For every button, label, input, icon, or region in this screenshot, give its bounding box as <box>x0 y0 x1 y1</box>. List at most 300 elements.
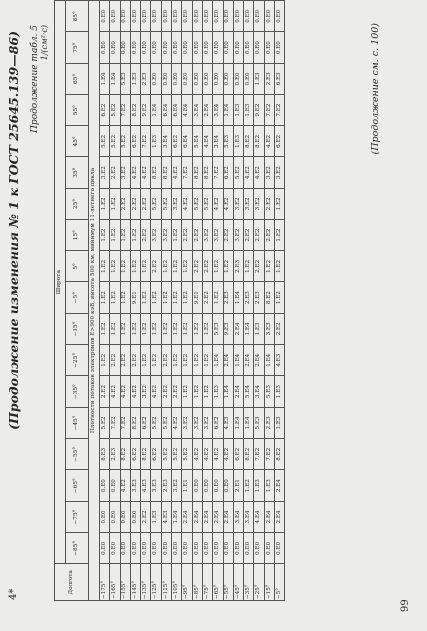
flux-value-cell: 0.E0 <box>223 1 233 32</box>
flux-value-cell: 0.E0 <box>141 32 151 63</box>
table-row <box>202 1 212 601</box>
flux-value-cell: 0.E0 <box>110 470 120 501</box>
flux-value-cell: 4.E2 <box>130 376 140 407</box>
flux-value-cell: 8.E2 <box>244 126 254 157</box>
flux-value-cell: 1.E4 <box>110 63 120 94</box>
flux-value-cell: 4.E3 <box>161 501 171 532</box>
flux-value-cell: 0.E0 <box>192 1 202 32</box>
flux-value-cell: 4.E2 <box>182 188 192 219</box>
flux-value-cell: 1.E3 <box>264 470 274 501</box>
flux-value-cell: 1.E2 <box>100 345 110 376</box>
flux-value-cell: 8.E2 <box>254 126 264 157</box>
flux-value-cell: 6.E3 <box>275 63 285 94</box>
flux-value-cell: 1.E3 <box>244 94 254 125</box>
flux-value-cell: 3.E2 <box>275 157 285 188</box>
flux-value-cell: 8.E2 <box>192 157 202 188</box>
flux-value-cell: 2.E2 <box>161 376 171 407</box>
flux-value-cell: 1.E4 <box>233 345 243 376</box>
flux-value-cell: 1.E2 <box>202 313 212 344</box>
flux-value-cell: 6.E4 <box>161 94 171 125</box>
flux-value-cell: 0.E0 <box>120 533 130 564</box>
table-row <box>151 1 161 601</box>
latitude-column-header: 5° <box>66 251 89 282</box>
flux-value-cell: 3.E2 <box>100 157 110 188</box>
flux-value-cell: 1.E4 <box>244 407 254 438</box>
flux-value-cell: 1.E2 <box>202 376 212 407</box>
flux-value-cell: 1.E3 <box>275 407 285 438</box>
flux-value-cell: 1.E2 <box>141 282 151 313</box>
flux-value-cell: 2.E2 <box>151 251 161 282</box>
continuation-footnote: (Продолжение см. с. 100) <box>370 23 381 155</box>
flux-value-cell: 5.E2 <box>151 188 161 219</box>
flux-value-cell: 5.E3 <box>213 313 223 344</box>
flux-value-cell: 9.E3 <box>223 313 233 344</box>
flux-value-cell: 3.E2 <box>172 188 182 219</box>
flux-value-cell: 1.E4 <box>100 63 110 94</box>
flux-value-cell: 4.E2 <box>110 376 120 407</box>
flux-value-cell: 0.E0 <box>151 63 161 94</box>
flux-value-cell: 0.E0 <box>100 1 110 32</box>
flux-value-cell: 0.E0 <box>172 1 182 32</box>
flux-value-cell: 1.E3 <box>213 376 223 407</box>
longitude-label: −175° <box>100 564 110 601</box>
flux-value-cell: 1.E2 <box>130 313 140 344</box>
flux-value-cell: 5.E4 <box>244 376 254 407</box>
flux-value-cell: 0.E0 <box>192 470 202 501</box>
flux-value-cell: 4.E3 <box>141 470 151 501</box>
flux-value-cell: 5.E2 <box>233 157 243 188</box>
flux-value-cell: 3.E2 <box>202 219 212 250</box>
flux-value-cell: 0.E0 <box>244 1 254 32</box>
longitude-label: −155° <box>120 564 130 601</box>
flux-value-cell: 3.E2 <box>264 157 274 188</box>
flux-value-cell: 1.E2 <box>161 282 171 313</box>
flux-value-cell: 5.E2 <box>161 439 171 470</box>
table-row <box>172 1 182 601</box>
flux-value-cell: 4.E4 <box>202 126 212 157</box>
flux-value-cell: 0.E0 <box>151 1 161 32</box>
flux-value-cell: 1.E2 <box>110 313 120 344</box>
flux-value-cell: 2.E3 <box>110 439 120 470</box>
flux-value-cell: 6.E2 <box>172 126 182 157</box>
flux-value-cell: 4.E2 <box>223 188 233 219</box>
latitude-column-header: −55° <box>66 439 89 470</box>
flux-value-cell: 1.E3 <box>275 376 285 407</box>
flux-value-cell: 2.E2 <box>141 188 151 219</box>
sheet-mark: 4* <box>8 588 19 600</box>
flux-value-cell: 1.E2 <box>213 251 223 282</box>
flux-value-cell: 2.E2 <box>110 345 120 376</box>
flux-value-cell: 8.E2 <box>275 439 285 470</box>
flux-value-cell: 6.E4 <box>172 94 182 125</box>
flux-value-cell: 0.E0 <box>254 32 264 63</box>
longitude-label: −85° <box>192 564 202 601</box>
flux-value-cell: 9.E2 <box>141 94 151 125</box>
flux-value-cell: 0.E0 <box>151 32 161 63</box>
latitude-column-header: 15° <box>66 219 89 250</box>
units-label: 1/(см²·с) <box>40 25 49 61</box>
flux-value-cell: 6.E2 <box>213 407 223 438</box>
flux-value-cell: 2.E2 <box>254 251 264 282</box>
flux-value-cell: 7.E2 <box>110 407 120 438</box>
flux-value-cell: 2.E4 <box>244 345 254 376</box>
flux-value-cell: 2.E2 <box>202 282 212 313</box>
flux-value-cell: 7.E2 <box>141 126 151 157</box>
flux-value-cell: 0.E0 <box>182 533 192 564</box>
flux-value-cell: 0.E0 <box>202 63 212 94</box>
flux-value-cell: 1.E1 <box>182 470 192 501</box>
flux-value-cell: 1.E2 <box>141 345 151 376</box>
flux-value-cell: 0.E0 <box>161 533 171 564</box>
flux-value-cell: 0.E0 <box>120 1 130 32</box>
flux-value-cell: 2.E2 <box>202 251 212 282</box>
flux-value-cell: 1.E3 <box>130 63 140 94</box>
flux-value-cell: 1.E2 <box>172 219 182 250</box>
flux-value-cell: 0.E0 <box>244 533 254 564</box>
flux-value-cell: 5.E2 <box>110 94 120 125</box>
flux-value-cell: 0.E0 <box>182 63 192 94</box>
flux-value-cell: 5.E2 <box>110 126 120 157</box>
flux-value-cell: 4.E2 <box>172 157 182 188</box>
flux-value-cell: 2.E2 <box>192 251 202 282</box>
flux-value-cell: 1.E4 <box>223 94 233 125</box>
table-row <box>233 1 243 601</box>
longitude-label: −105° <box>172 564 182 601</box>
longitude-label: −125° <box>151 564 161 601</box>
flux-value-cell: 4.E4 <box>254 501 264 532</box>
latitude-column-header: 35° <box>66 157 89 188</box>
flux-value-cell: 0.E0 <box>233 63 243 94</box>
flux-value-cell: 2.E4 <box>275 470 285 501</box>
flux-value-cell: 1.E2 <box>275 282 285 313</box>
flux-value-cell: 8.E2 <box>120 439 130 470</box>
latitude-column-header: −45° <box>66 407 89 438</box>
flux-value-cell: 4.E2 <box>213 188 223 219</box>
flux-value-cell: 2.E2 <box>223 219 233 250</box>
flux-value-cell: 6.E2 <box>130 439 140 470</box>
flux-value-cell: 7.E2 <box>120 407 130 438</box>
flux-value-cell: 1.E4 <box>264 345 274 376</box>
flux-value-cell: 0.E0 <box>110 32 120 63</box>
flux-value-cell: 2.E3 <box>264 407 274 438</box>
flux-value-cell: 1.E3 <box>233 94 243 125</box>
flux-value-cell: 0.E0 <box>110 533 120 564</box>
flux-value-cell: 4.E2 <box>264 126 274 157</box>
flux-value-cell: 0.E0 <box>172 533 182 564</box>
flux-value-cell: 0.E0 <box>130 533 140 564</box>
flux-value-cell: 2.E2 <box>110 157 120 188</box>
flux-value-cell: 9.E2 <box>254 94 264 125</box>
flux-value-cell: 2.E4 <box>182 501 192 532</box>
flux-value-cell: 2.E2 <box>254 219 264 250</box>
flux-value-cell: 1.E2 <box>130 219 140 250</box>
flux-value-cell: 0.E0 <box>110 501 120 532</box>
table-row <box>192 1 202 601</box>
flux-value-cell: 1.E2 <box>182 313 192 344</box>
latitude-column-header: 85° <box>66 1 89 32</box>
flux-value-cell: 1.E2 <box>275 251 285 282</box>
flux-value-cell: 1.E3 <box>233 126 243 157</box>
flux-value-cell: 1.E4 <box>244 313 254 344</box>
flux-value-cell: 0.E0 <box>213 1 223 32</box>
flux-value-cell: 1.E3 <box>254 313 264 344</box>
flux-value-cell: 0.E0 <box>233 1 243 32</box>
flux-value-cell: 0.E0 <box>233 533 243 564</box>
longitude-label: −45° <box>233 564 243 601</box>
flux-value-cell: 3.E2 <box>202 407 212 438</box>
table-row <box>120 1 130 601</box>
flux-value-cell: 1.E2 <box>264 251 274 282</box>
flux-value-cell: 0.E0 <box>264 533 274 564</box>
longitude-label: −145° <box>130 564 140 601</box>
flux-value-cell: 0.E0 <box>130 501 140 532</box>
flux-value-cell: 0.E0 <box>275 1 285 32</box>
flux-value-cell: 5.E2 <box>202 188 212 219</box>
table-note: Плотности потоков электронов E>900 кэВ, высота 500 км, минимум 11-летнего цикла <box>89 1 100 601</box>
flux-value-cell: 5.E2 <box>182 439 192 470</box>
page-number: 99 <box>400 599 411 612</box>
flux-value-cell: 8.E2 <box>130 94 140 125</box>
flux-value-cell: 2.E4 <box>192 501 202 532</box>
flux-value-cell: 9.E1 <box>130 282 140 313</box>
flux-value-cell: 0.E0 <box>233 32 243 63</box>
latitude-column-header: −35° <box>66 376 89 407</box>
flux-value-cell: 0.E0 <box>182 1 192 32</box>
longitude-label: −75° <box>202 564 212 601</box>
flux-value-cell: 0.E0 <box>223 32 233 63</box>
flux-value-cell: 4.E2 <box>192 439 202 470</box>
flux-value-cell: 0.E0 <box>275 32 285 63</box>
flux-value-cell: 7.E2 <box>264 94 274 125</box>
flux-value-cell: 0.E0 <box>120 32 130 63</box>
table-row <box>141 1 151 601</box>
flux-value-cell: 0.E0 <box>100 32 110 63</box>
longitude-label: −15° <box>264 564 274 601</box>
flux-value-cell: 0.E0 <box>161 1 171 32</box>
flux-value-cell: 3.E4 <box>254 376 264 407</box>
flux-value-cell: 8.E2 <box>130 407 140 438</box>
flux-value-cell: 0.E0 <box>202 533 212 564</box>
flux-value-cell: 3.E4 <box>213 94 223 125</box>
longitude-label: −115° <box>161 564 171 601</box>
latitude-column-header: 45° <box>66 126 89 157</box>
flux-value-cell: 0.E0 <box>275 533 285 564</box>
longitude-label: −55° <box>223 564 233 601</box>
flux-value-cell: 0.E0 <box>202 470 212 501</box>
flux-value-cell: 1.E2 <box>172 345 182 376</box>
flux-value-cell: 5.E2 <box>151 407 161 438</box>
flux-value-cell: 2.E2 <box>192 219 202 250</box>
flux-value-cell: 0.E0 <box>264 32 274 63</box>
flux-value-cell: 2.E2 <box>120 345 130 376</box>
flux-value-cell: 4.E2 <box>223 439 233 470</box>
flux-value-cell: 1.E2 <box>110 282 120 313</box>
flux-value-cell: 3.E2 <box>172 470 182 501</box>
flux-value-cell: 3.E2 <box>233 219 243 250</box>
flux-value-cell: 5.E2 <box>161 188 171 219</box>
flux-value-cell: 1.E2 <box>110 188 120 219</box>
flux-value-cell: 5.E2 <box>172 439 182 470</box>
flux-value-cell: 2.E2 <box>120 188 130 219</box>
longitude-label: −25° <box>254 564 264 601</box>
table-row <box>275 1 285 601</box>
flux-value-cell: 4.E2 <box>172 407 182 438</box>
flux-value-cell: 4.E3 <box>223 407 233 438</box>
flux-value-cell: 0.E0 <box>192 32 202 63</box>
table-row <box>110 1 120 601</box>
flux-value-cell: 1.E2 <box>275 219 285 250</box>
row-header-label: Долгота <box>55 564 89 601</box>
flux-value-cell: 4.E2 <box>151 376 161 407</box>
flux-value-cell: 3.E2 <box>233 188 243 219</box>
flux-value-cell: 5.E3 <box>223 126 233 157</box>
flux-value-cell: 3.E2 <box>161 219 171 250</box>
longitude-label: −35° <box>244 564 254 601</box>
flux-value-cell: 6.E2 <box>130 126 140 157</box>
flux-value-cell: 2.E4 <box>264 501 274 532</box>
table-row <box>161 1 171 601</box>
flux-value-cell: 0.E0 <box>141 1 151 32</box>
flux-value-cell: 1.E3 <box>254 63 264 94</box>
flux-value-cell: 0.E0 <box>254 533 264 564</box>
flux-value-cell: 2.E3 <box>244 282 254 313</box>
flux-value-cell: 1.E2 <box>151 345 161 376</box>
table-row <box>182 1 192 601</box>
flux-value-cell: 7.E2 <box>213 157 223 188</box>
flux-value-cell: 4.E3 <box>275 345 285 376</box>
flux-value-cell: 7.E2 <box>264 439 274 470</box>
flux-value-cell: 3.E3 <box>264 313 274 344</box>
flux-value-cell: 0.E0 <box>223 533 233 564</box>
flux-value-cell: 0.E0 <box>172 63 182 94</box>
flux-value-cell: 2.E4 <box>223 345 233 376</box>
flux-value-cell: 3.E2 <box>213 219 223 250</box>
flux-value-cell: 0.E0 <box>172 32 182 63</box>
flux-value-cell: 2.E4 <box>213 501 223 532</box>
flux-value-cell: 1.E2 <box>172 313 182 344</box>
flux-value-cell: 4.E2 <box>202 439 212 470</box>
flux-value-cell: 1.E4 <box>233 282 243 313</box>
flux-value-cell: 3.E2 <box>120 157 130 188</box>
flux-value-cell: 1.E2 <box>161 313 171 344</box>
flux-value-cell: 1.E2 <box>172 251 182 282</box>
flux-value-cell: 1.E4 <box>151 94 161 125</box>
flux-value-cell: 2.E2 <box>161 345 171 376</box>
flux-value-cell: 6.E2 <box>141 407 151 438</box>
table-continuation-label: Продолжение табл. 5 <box>30 25 40 133</box>
flux-table <box>54 0 285 601</box>
flux-value-cell: 2.E3 <box>161 470 171 501</box>
flux-value-cell: 6.E2 <box>100 94 110 125</box>
flux-value-cell: 6.E2 <box>275 126 285 157</box>
flux-value-cell: 8.E2 <box>151 157 161 188</box>
flux-value-cell: 5.E2 <box>100 126 110 157</box>
flux-value-cell: 0.E0 <box>192 63 202 94</box>
flux-value-cell: 0.E0 <box>213 32 223 63</box>
flux-value-cell: 5.E2 <box>120 126 130 157</box>
flux-value-cell: 1.E2 <box>100 313 110 344</box>
table-row <box>100 1 110 601</box>
table-row <box>130 1 140 601</box>
flux-value-cell: 6.E2 <box>233 439 243 470</box>
flux-value-cell: 0.E0 <box>130 32 140 63</box>
flux-value-cell: 5.E4 <box>192 126 202 157</box>
latitude-column-header: −15° <box>66 313 89 344</box>
flux-value-cell: 3.E2 <box>141 376 151 407</box>
flux-value-cell: 1.E3 <box>151 126 161 157</box>
flux-value-cell: 2.E3 <box>223 282 233 313</box>
flux-value-cell: 1.E4 <box>233 407 243 438</box>
flux-value-cell: 2.E2 <box>100 376 110 407</box>
flux-value-cell: 0.E0 <box>244 32 254 63</box>
longitude-label: −65° <box>213 564 223 601</box>
table-row <box>213 1 223 601</box>
flux-value-cell: 6.E4 <box>182 126 192 157</box>
flux-value-cell: 1.E2 <box>110 251 120 282</box>
flux-value-cell: 1.E2 <box>244 470 254 501</box>
flux-value-cell: 1.E2 <box>120 251 130 282</box>
flux-value-cell: 2.E2 <box>275 313 285 344</box>
table-row <box>254 1 264 601</box>
flux-value-cell: 0.E0 <box>100 501 110 532</box>
flux-value-cell: 8.E2 <box>264 282 274 313</box>
flux-value-cell: 0.E0 <box>161 63 171 94</box>
flux-value-cell: 2.E3 <box>264 63 274 94</box>
flux-value-cell: 0.E0 <box>223 470 233 501</box>
flux-value-cell: 3.E4 <box>213 126 223 157</box>
flux-value-cell: 1.E2 <box>100 251 110 282</box>
flux-value-cell: 5.E3 <box>264 376 274 407</box>
flux-value-cell: 3.E2 <box>254 188 264 219</box>
flux-value-cell: 3.E2 <box>244 188 254 219</box>
flux-value-cell: 2.E4 <box>202 501 212 532</box>
flux-value-cell: 1.E3 <box>254 470 264 501</box>
flux-value-cell: 4.E2 <box>130 157 140 188</box>
flux-value-cell: 1.E2 <box>120 219 130 250</box>
flux-value-cell: 1.E2 <box>161 251 171 282</box>
flux-value-cell: 2.E4 <box>233 376 243 407</box>
flux-value-cell: 0.E0 <box>213 470 223 501</box>
table-row <box>223 1 233 601</box>
flux-value-cell: 2.E4 <box>275 501 285 532</box>
flux-value-cell: 0.E0 <box>100 533 110 564</box>
longitude-label: −135° <box>141 564 151 601</box>
flux-value-cell: 7.E2 <box>182 157 192 188</box>
flux-value-cell: 1.E2 <box>182 251 192 282</box>
flux-value-cell: 0.E0 <box>223 63 233 94</box>
flux-value-cell: 1.E2 <box>141 251 151 282</box>
flux-value-cell: 1.E2 <box>120 282 130 313</box>
flux-value-cell: 2.E2 <box>141 501 151 532</box>
flux-value-cell: 1.E4 <box>223 376 233 407</box>
latitude-column-header: 75° <box>66 32 89 63</box>
flux-value-cell: 0.E0 <box>192 533 202 564</box>
latitude-column-header: 65° <box>66 63 89 94</box>
flux-value-cell: 1.E2 <box>213 282 223 313</box>
flux-value-cell: 1.E2 <box>182 376 192 407</box>
flux-value-cell: 4.E2 <box>213 439 223 470</box>
flux-value-cell: 1.E2 <box>130 251 140 282</box>
flux-value-cell: 0.E0 <box>264 1 274 32</box>
flux-value-cell: 0.E0 <box>213 533 223 564</box>
flux-value-cell: 0.E0 <box>100 470 110 501</box>
flux-value-cell: 0.E0 <box>254 1 264 32</box>
longitude-label: −165° <box>110 564 120 601</box>
flux-value-cell: 1.E3 <box>151 501 161 532</box>
flux-value-cell: 1.E2 <box>192 345 202 376</box>
latitude-column-header: −65° <box>66 470 89 501</box>
flux-value-cell: 3.E3 <box>130 470 140 501</box>
